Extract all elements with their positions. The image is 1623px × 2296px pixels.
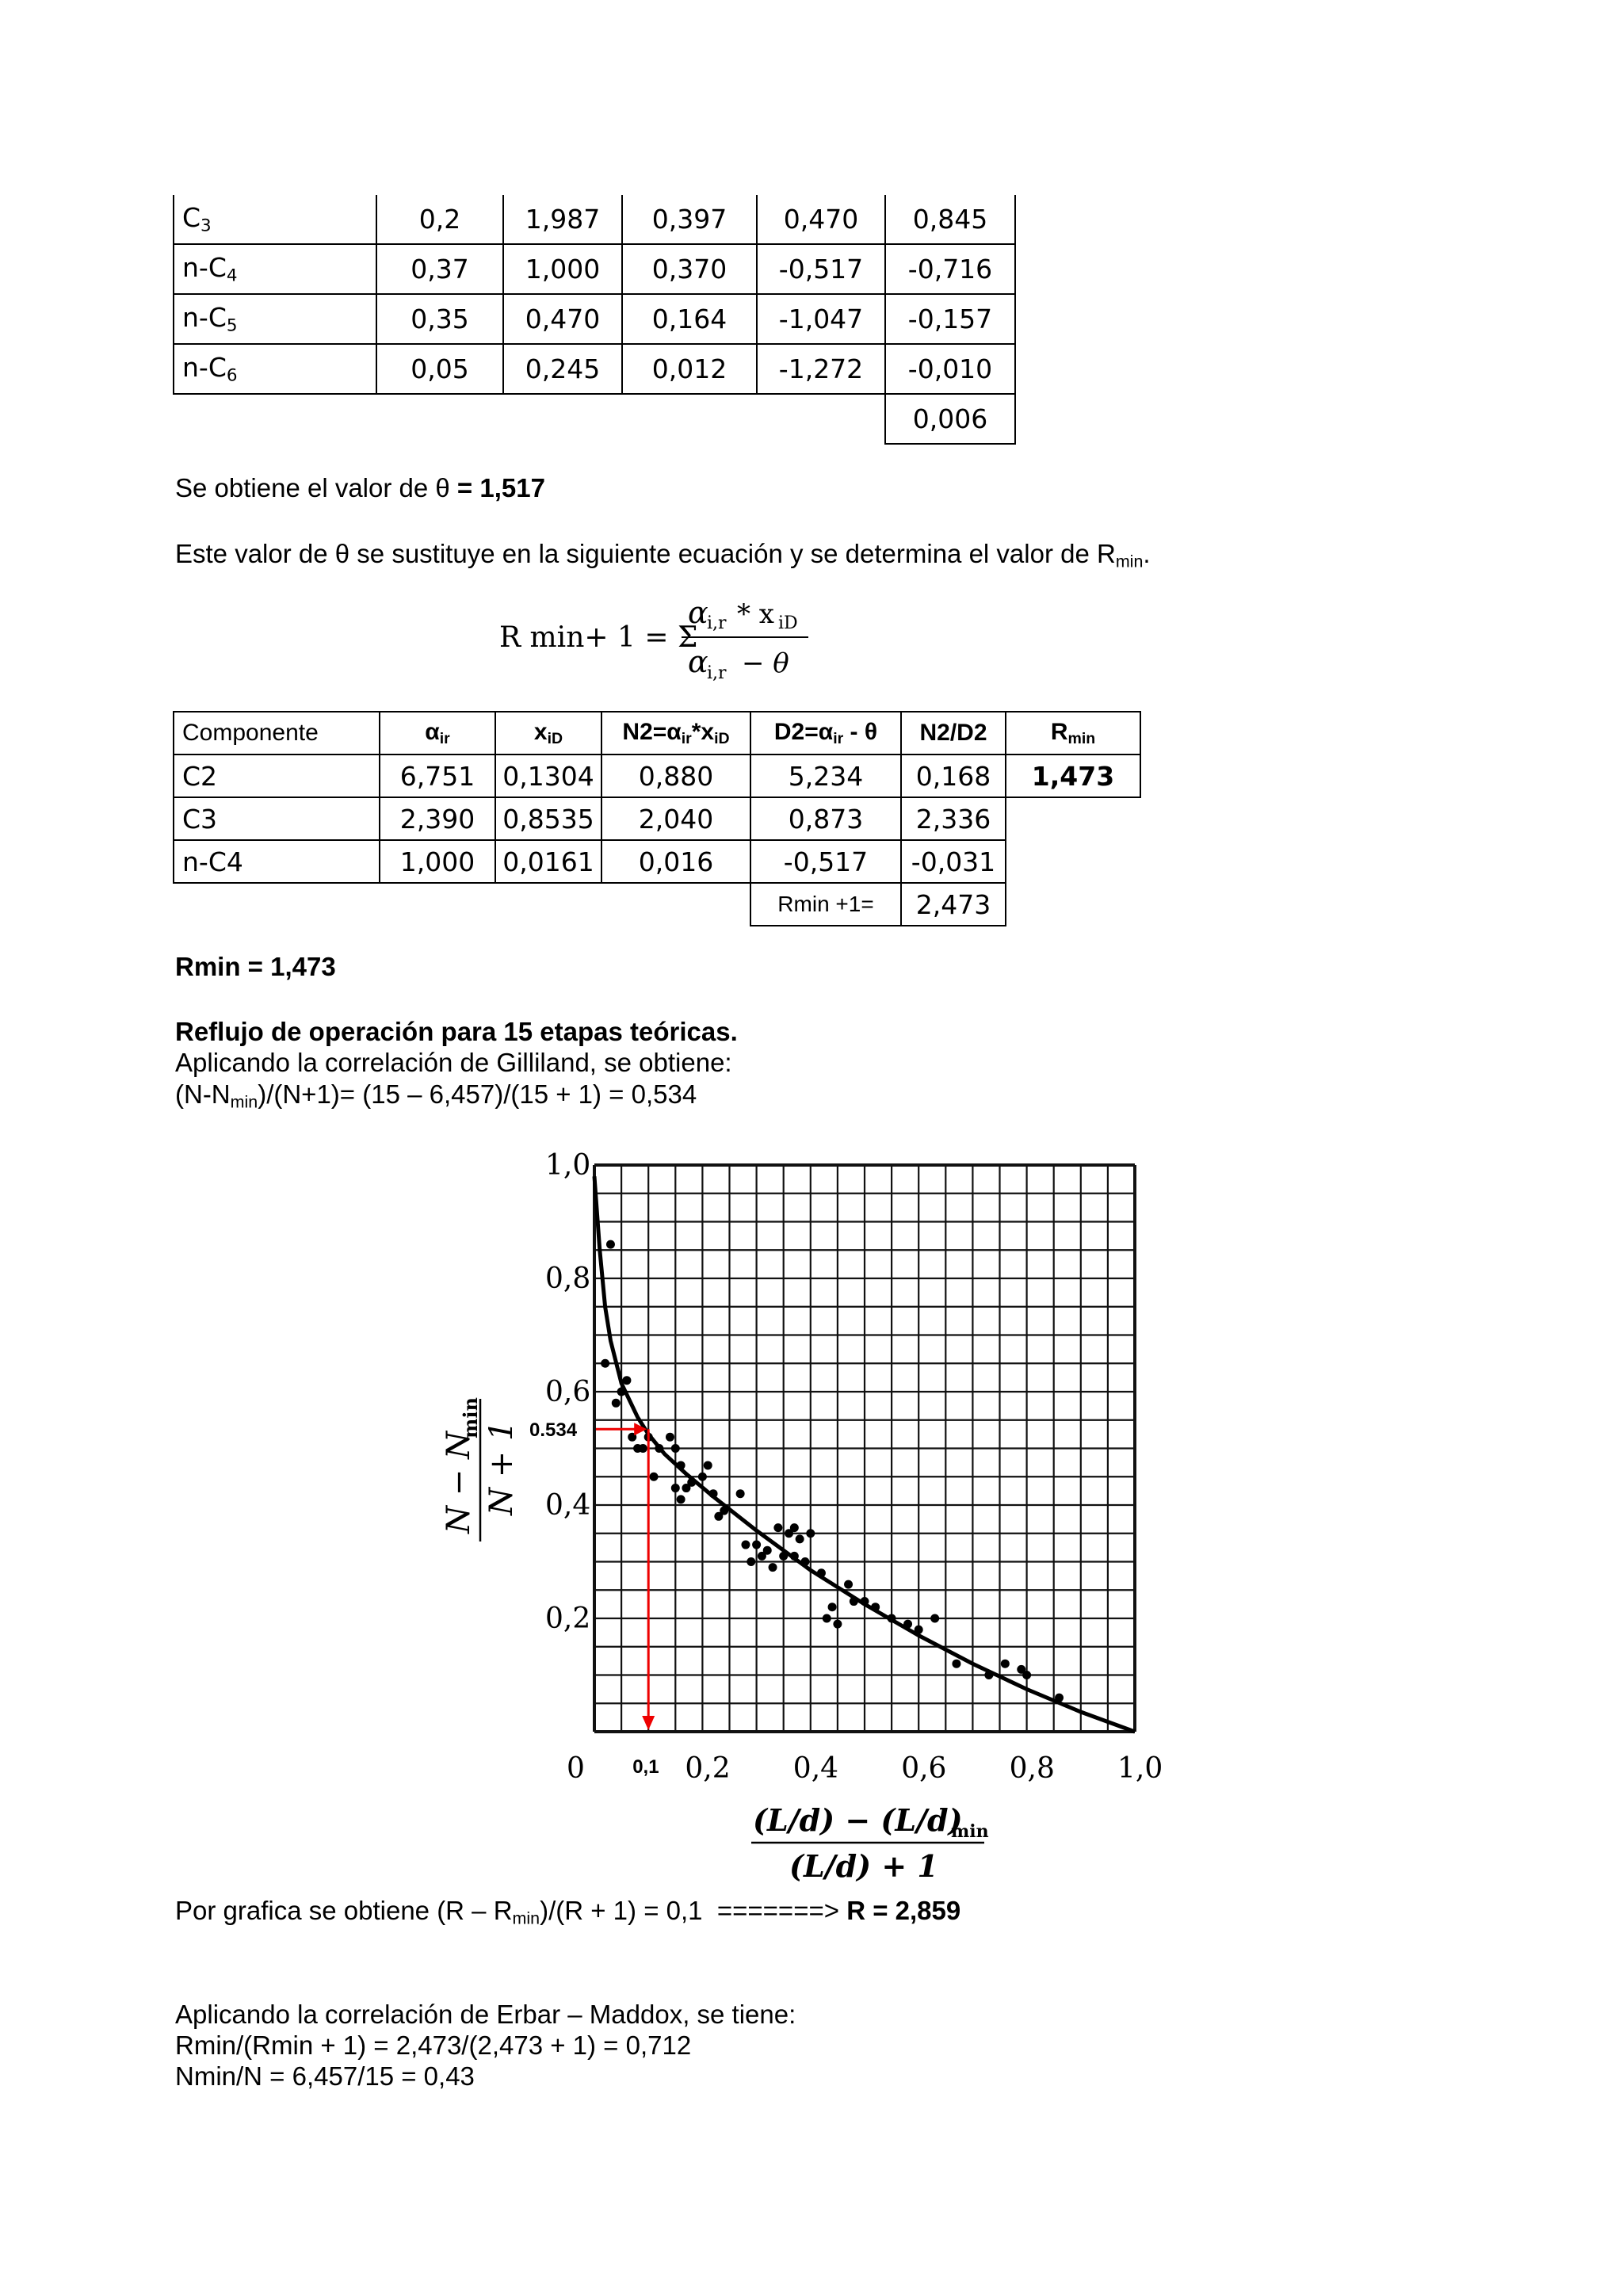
data-point [850,1597,858,1606]
y-tick-label: 0,6 [545,1376,591,1408]
theta-result-line [175,473,545,503]
table2-sum-label: Rmin +1= [750,883,901,926]
table2-cell: 0,0161 [495,840,601,883]
table1-empty [503,394,622,444]
table2-row [174,797,1140,840]
data-point [666,1433,674,1442]
component-name: C [182,202,201,234]
data-point [823,1614,831,1623]
data-point [601,1359,609,1368]
table1-cell: 0,2 [376,195,503,244]
data-point [687,1478,696,1487]
data-point [952,1660,960,1668]
x-label-den: (L/d) + 1 [789,1848,938,1884]
table1-component [174,294,376,344]
header-text: x [533,718,548,745]
table2-sum-value: 2,473 [901,883,1006,926]
data-point [736,1489,745,1498]
table1-cell: -1,047 [757,294,885,344]
x-tick-label: 0,2 [685,1752,731,1785]
table2-cell: 0,880 [601,755,750,797]
component-sub: 4 [226,266,238,286]
grafica-sub: min [512,1908,540,1928]
table1-cell: 0,470 [757,195,885,244]
data-point [639,1444,647,1453]
data-point [915,1626,923,1634]
erbar-line: Aplicando la correlación de Erbar – Maddox, se tiene: [175,2000,796,2029]
data-point [903,1620,912,1629]
table2-cell: 2,040 [601,797,750,840]
table2-body [174,712,1140,926]
table2-cell: -0,031 [901,840,1006,883]
table1-cell: 0,05 [376,344,503,394]
table1-sum: 0,006 [885,394,1015,444]
table1-row [174,294,1015,344]
header-text: N2/D2 [919,720,987,746]
table2-rmin-value: 1,473 [1006,755,1140,797]
table1-body [174,195,1015,444]
table1-row [174,195,1015,244]
component-sub: 5 [226,315,238,336]
header-sub: ir [681,729,692,747]
data-point [888,1614,896,1623]
component-sub: 3 [200,216,212,236]
header-text: R [1050,718,1068,745]
table1-cell: 0,370 [622,244,757,294]
header-sub: ir [833,729,844,747]
table2-cell: 1,000 [380,840,495,883]
table2-header-cell [174,712,380,755]
table2-cell: 0,873 [750,797,901,840]
table1-cell: 0,37 [376,244,503,294]
table2-header-cell [380,712,495,755]
header-text: Componente [182,720,319,746]
table2-cell: 2,336 [901,797,1006,840]
header-text: *x [691,718,715,745]
table1-empty [174,394,376,444]
annotation-y-label: 0.534 [529,1419,578,1442]
formula-sub: min [230,1092,258,1112]
data-point [861,1597,869,1606]
gilliland-formula [175,1079,697,1112]
rmin-line: Rmin = 1,473 [175,952,336,981]
header-sub: ir [439,729,450,747]
table2-component: C2 [174,755,380,797]
data-point [790,1523,799,1532]
table2-cell: 0,016 [601,840,750,883]
table1-cell: -0,517 [757,244,885,294]
table1-empty [622,394,757,444]
x-tick-label: 1,0 [1117,1752,1163,1785]
header-text: α [425,718,440,745]
y-tick-label: 0,4 [545,1489,591,1522]
data-point [606,1240,615,1249]
grafica-line [175,1896,960,1928]
table1-sum-row [174,394,1015,444]
data-point [773,1523,782,1532]
table1-cell: 1,000 [503,244,622,294]
table1-cell: 0,164 [622,294,757,344]
table1-empty [376,394,503,444]
data-point [758,1552,766,1561]
table1-empty [757,394,885,444]
erbar-formula-2: Nmin/N = 6,457/15 = 0,43 [175,2061,475,2091]
grafica-b: )/(R + 1) = 0,1 =======> [540,1896,847,1925]
table1-cell: 0,470 [503,294,622,344]
data-point [844,1580,853,1589]
table2-empty [601,883,750,926]
reflujo-heading: Reflujo de operación para 15 etapas teóricas. [175,1017,738,1046]
table2-sum-row [174,883,1140,926]
table2-empty [174,883,380,926]
table2-empty [1006,883,1140,926]
x-tick-label: 0,6 [901,1752,947,1785]
table2-header-cell [901,712,1006,755]
table1-component [174,344,376,394]
theta-text: Se obtiene el valor de θ [175,473,457,502]
table2-header-cell [601,712,750,755]
table2-cell: 6,751 [380,755,495,797]
data-point [1055,1694,1064,1702]
tick-labels [545,1149,1163,1785]
table1-cell: -1,272 [757,344,885,394]
substitution-text: Este valor de θ se sustituye en la siguiente ecuación y se determina el valor de R [175,539,1116,568]
data-point [617,1388,626,1396]
erbar-formula-1: Rmin/(Rmin + 1) = 2,473/(2,473 + 1) = 0,712 [175,2030,692,2060]
y-tick-label: 0,8 [545,1263,591,1295]
eq-num-x: * x [737,598,774,630]
data-point [752,1541,761,1549]
table1-component [174,195,376,244]
data-point [622,1376,631,1385]
eq-den-theta: − θ [742,648,789,679]
table-rmin [173,711,1141,926]
formula-b: )/(N+1)= (15 – 6,457)/(15 + 1) = 0,534 [258,1079,697,1109]
table2-header-cell [495,712,601,755]
table2-component: C3 [174,797,380,840]
table-volatility-theta [173,195,1016,445]
table2-header-row [174,712,1140,755]
data-point [796,1534,804,1543]
data-point [612,1399,621,1408]
table1-component [174,244,376,294]
data-point [984,1671,993,1679]
table1-row [174,344,1015,394]
data-point [671,1484,680,1492]
theta-value: = 1,517 [456,473,545,502]
table2-row [174,755,1140,797]
data-point [704,1461,712,1469]
x-tick-label: 0,4 [792,1752,839,1785]
data-point [769,1563,777,1572]
eq-den-alpha: α [688,644,708,679]
x-tick-label: 0,8 [1009,1752,1055,1785]
x-label-num: (L/d) − (L/d) [753,1802,963,1838]
table1-cell: -0,010 [885,344,1015,394]
substitution-end: . [1143,539,1151,568]
grafica-result: R = 2,859 [846,1896,961,1925]
y-axis-label [441,1397,520,1541]
eq-num-alpha: α [688,595,708,630]
x-label-num-sub: min [951,1821,989,1842]
data-point [800,1557,809,1566]
table1-cell: 0,845 [885,195,1015,244]
data-point [833,1620,842,1629]
data-point [817,1568,826,1577]
eq-num-sub: i,r [707,613,727,633]
data-point [671,1444,680,1453]
table2-cell: 0,1304 [495,755,601,797]
y-tick-label: 0,2 [545,1603,591,1635]
table2-empty [1006,797,1140,840]
header-text: N2=α [622,718,682,745]
grafica-a: Por grafica se obtiene (R – R [175,1896,513,1925]
data-point [709,1489,718,1498]
table2-row [174,840,1140,883]
substitution-sub: min [1115,552,1144,571]
table2-component: n-C4 [174,840,380,883]
table1-cell: 0,35 [376,294,503,344]
data-point [698,1473,707,1481]
table1-row [174,244,1015,294]
header-text: D2=α [773,718,834,745]
data-point [779,1552,788,1561]
table2-cell: -0,517 [750,840,901,883]
table2-empty [495,883,601,926]
data-point [790,1552,799,1561]
component-name: n-C [182,252,227,284]
data-point [741,1541,750,1549]
component-sub: 6 [226,365,238,386]
data-point [1001,1660,1010,1668]
equation-svg [499,585,816,696]
data-point [828,1603,837,1611]
y-label-num: N − N [441,1431,477,1534]
substitution-line [175,539,1151,571]
y-label-group [441,1397,520,1541]
x-axis-label [751,1802,989,1884]
table1-cell: -0,716 [885,244,1015,294]
data-point [806,1529,815,1538]
gilliland-line: Aplicando la correlación de Gilliland, se obtiene: [175,1048,732,1077]
y-tick-label: 1,0 [545,1149,591,1182]
data-point [655,1444,663,1453]
table1-cell: 0,012 [622,344,757,394]
eq-lhs: R min+ 1 = Σ [499,621,698,654]
header-text: - θ [843,718,878,745]
x-tick-label: 0 [567,1752,585,1785]
header-sub: iD [547,729,563,747]
data-point [677,1495,685,1503]
y-label-num-sub: min [459,1397,482,1438]
table2-header-cell [750,712,901,755]
annotation-arrowhead-down [642,1716,655,1730]
y-label-den: N + 1 [483,1420,520,1515]
gilliland-chart [412,1133,1205,1894]
table2-cell: 5,234 [750,755,901,797]
table1-cell: -0,157 [885,294,1015,344]
data-point [650,1473,659,1481]
table2-empty [380,883,495,926]
data-point [1017,1665,1025,1674]
data-point [930,1614,939,1623]
header-sub: min [1067,729,1096,747]
eq-den-sub: i,r [707,663,727,683]
header-sub: iD [714,729,730,747]
data-point [871,1603,880,1611]
table1-cell: 0,397 [622,195,757,244]
eq-num-sub2: iD [778,613,798,633]
data-points [601,1240,1064,1702]
underwood-equation [499,585,816,696]
table1-cell: 1,987 [503,195,622,244]
table2-cell: 2,390 [380,797,495,840]
table2-header-cell [1006,712,1140,755]
component-name: n-C [182,302,227,334]
table2-empty [1006,840,1140,883]
table2-cell: 0,168 [901,755,1006,797]
data-point [677,1461,685,1469]
data-point [720,1507,728,1515]
table1-cell: 0,245 [503,344,622,394]
formula-a: (N-N [175,1079,231,1109]
data-point [747,1557,755,1566]
table2-cell: 0,8535 [495,797,601,840]
component-name: n-C [182,352,227,384]
annotation-x-label: 0,1 [632,1756,659,1778]
